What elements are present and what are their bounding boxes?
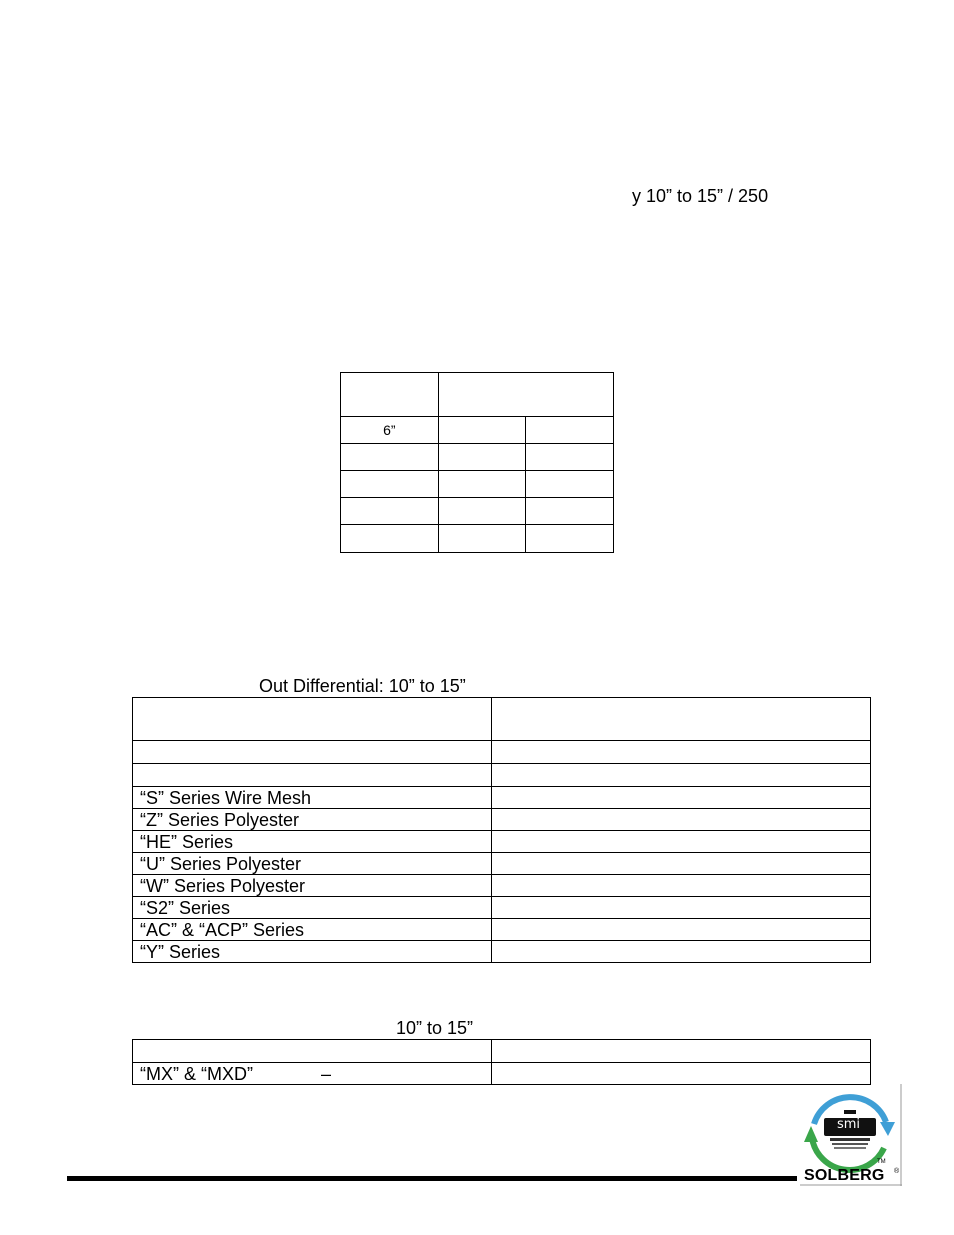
series-name: “W” Series Polyester	[133, 875, 492, 897]
table-cell	[133, 764, 492, 787]
table-cell	[133, 741, 492, 764]
table-cell	[491, 875, 870, 897]
table-cell	[491, 853, 870, 875]
table-cell	[491, 897, 870, 919]
table-cell	[341, 471, 439, 498]
table-cell	[438, 444, 526, 471]
dash: –	[321, 1063, 332, 1084]
table-row	[133, 741, 871, 764]
series-name: “Z” Series Polyester	[133, 809, 492, 831]
table-row	[341, 373, 614, 417]
table-cell	[341, 525, 439, 553]
table-cell	[491, 831, 870, 853]
table-cell	[491, 919, 870, 941]
table-cell	[491, 1063, 870, 1085]
table2-caption: 10” to 15”	[396, 1018, 474, 1038]
table-row	[341, 498, 614, 525]
solberg-logo	[800, 1084, 902, 1186]
table-cell	[526, 525, 614, 553]
table-row	[133, 787, 871, 809]
smi-monogram: smi	[837, 1117, 861, 1132]
table-cell	[491, 809, 870, 831]
series-name: “MX” & “MXD”	[140, 1063, 253, 1084]
blue-arrow-head	[880, 1122, 895, 1136]
table-row	[133, 941, 871, 963]
table-cell	[341, 444, 439, 471]
table-cell	[491, 941, 870, 963]
table-row	[341, 471, 614, 498]
table-cell: 6”	[341, 417, 439, 444]
table-cell	[491, 764, 870, 787]
series-name: “S2” Series	[133, 897, 492, 919]
mx-series-table	[132, 1039, 871, 1085]
green-arc	[812, 1138, 884, 1170]
series-name: “AC” & “ACP” Series	[133, 919, 492, 941]
green-arrow-head	[804, 1126, 818, 1142]
table-cell	[438, 471, 526, 498]
table-cell	[491, 787, 870, 809]
small-table	[340, 372, 614, 553]
table-row	[133, 1063, 871, 1085]
table-cell	[133, 698, 492, 741]
table-row	[341, 417, 614, 444]
table-cell	[438, 525, 526, 553]
table-cell	[526, 417, 614, 444]
series-name: “U” Series Polyester	[133, 853, 492, 875]
table-cell	[491, 1040, 870, 1063]
table-row	[133, 1040, 871, 1063]
brand-name: SOLBERG	[804, 1167, 885, 1184]
table-cell	[526, 444, 614, 471]
table-row	[133, 764, 871, 787]
table-cell	[491, 698, 870, 741]
footer-rule	[67, 1176, 797, 1181]
table-cell	[133, 1040, 492, 1063]
table-row	[133, 809, 871, 831]
table-cell	[341, 373, 439, 417]
table-cell	[526, 498, 614, 525]
table-cell	[438, 417, 526, 444]
table-row	[133, 875, 871, 897]
table-cell	[341, 498, 439, 525]
registered-mark: ®	[894, 1168, 900, 1175]
series-name: “S” Series Wire Mesh	[133, 787, 492, 809]
table-row	[133, 831, 871, 853]
tm-mark: TM	[877, 1159, 886, 1165]
series-name: “Y” Series	[133, 941, 492, 963]
table-row	[133, 853, 871, 875]
header-fragment: y 10” to 15” / 250	[632, 186, 769, 206]
table-cell	[526, 471, 614, 498]
table-row	[341, 444, 614, 471]
table-cell	[438, 498, 526, 525]
table-cell	[438, 373, 613, 417]
table-row	[133, 919, 871, 941]
table-cell	[491, 741, 870, 764]
series-name: “HE” Series	[133, 831, 492, 853]
table-row	[341, 525, 614, 553]
table-row	[133, 698, 871, 741]
filter-series-table	[132, 697, 871, 963]
table1-caption: Out Differential: 10” to 15”	[259, 676, 466, 696]
table-row	[133, 897, 871, 919]
table-cell	[133, 1063, 492, 1085]
